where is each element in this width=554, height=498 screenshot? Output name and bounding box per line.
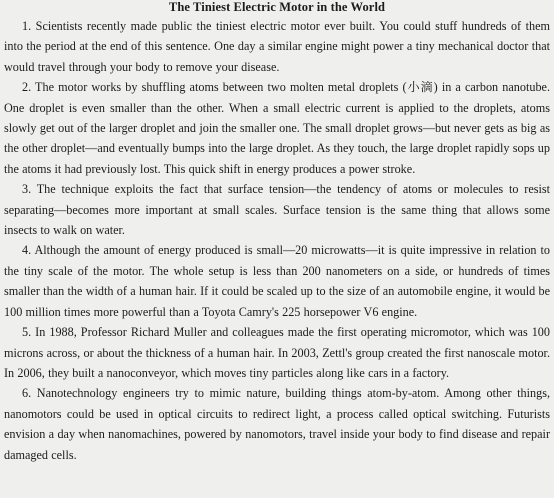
paragraph-6: 6. Nanotechnology engineers try to mimic nature, building things atom-by-atom. Among other things, nanomotors could be used in optical circuits to redirect light, a process called optical switching. Futurists envision a day when nanomachines, powered by nanomotors, travel inside your body to find disease and repair damaged cells. xyxy=(4,386,550,462)
paragraph-1: 1. Scientists recently made public the tiniest electric motor ever built. You could stuff hundreds of them into the period at the end of this sentence. One day a similar engine might power a tiny mechanical doctor that would travel through your body to remove your disease. xyxy=(4,19,550,74)
paragraph-3: 3. The technique exploits the fact that surface tension—the tendency of atoms or molecules to resist separating—becomes more important at small scales. Surface tension is the same thing that allows some insects to walk on water. xyxy=(4,182,550,238)
paragraph-4: 4. Although the amount of energy produced is small—20 microwatts—it is quite impressive in relation to the tiny scale of the motor. The whole setup is less than 200 nanometers on a side, or hundreds of times smaller than the width of a human hair. If it could be scaled up to the size of an automobile engine, it would be 100 million times more powerful than a Toyota Camry's 225 horsepower V6 engine. xyxy=(4,243,550,319)
paragraph-2: 2. The motor works by shuffling atoms between two molten metal droplets (小滴) in a carbon nanotube. One droplet is even smaller than the other. When a small electric current is applied to the droplets, atoms slowly get out of the larger droplet and join the smaller one. The small droplet grows—but never gets as big as the other droplet—and eventually bumps into the large droplet. As they touch, the large droplet rapidly sops up the atoms it had previously lost. This quick shift in energy produces a power stroke. xyxy=(4,80,550,176)
paragraph-5: 5. In 1988, Professor Richard Muller and colleagues made the first operating micromotor, which was 100 microns across, or about the thickness of a human hair. In 2003, Zettl's group created the first nanoscale motor. In 2006, they built a nanoconveyor, which moves tiny particles along like cars in a factory. xyxy=(4,325,550,380)
article-title: The Tiniest Electric Motor in the World xyxy=(168,0,386,14)
